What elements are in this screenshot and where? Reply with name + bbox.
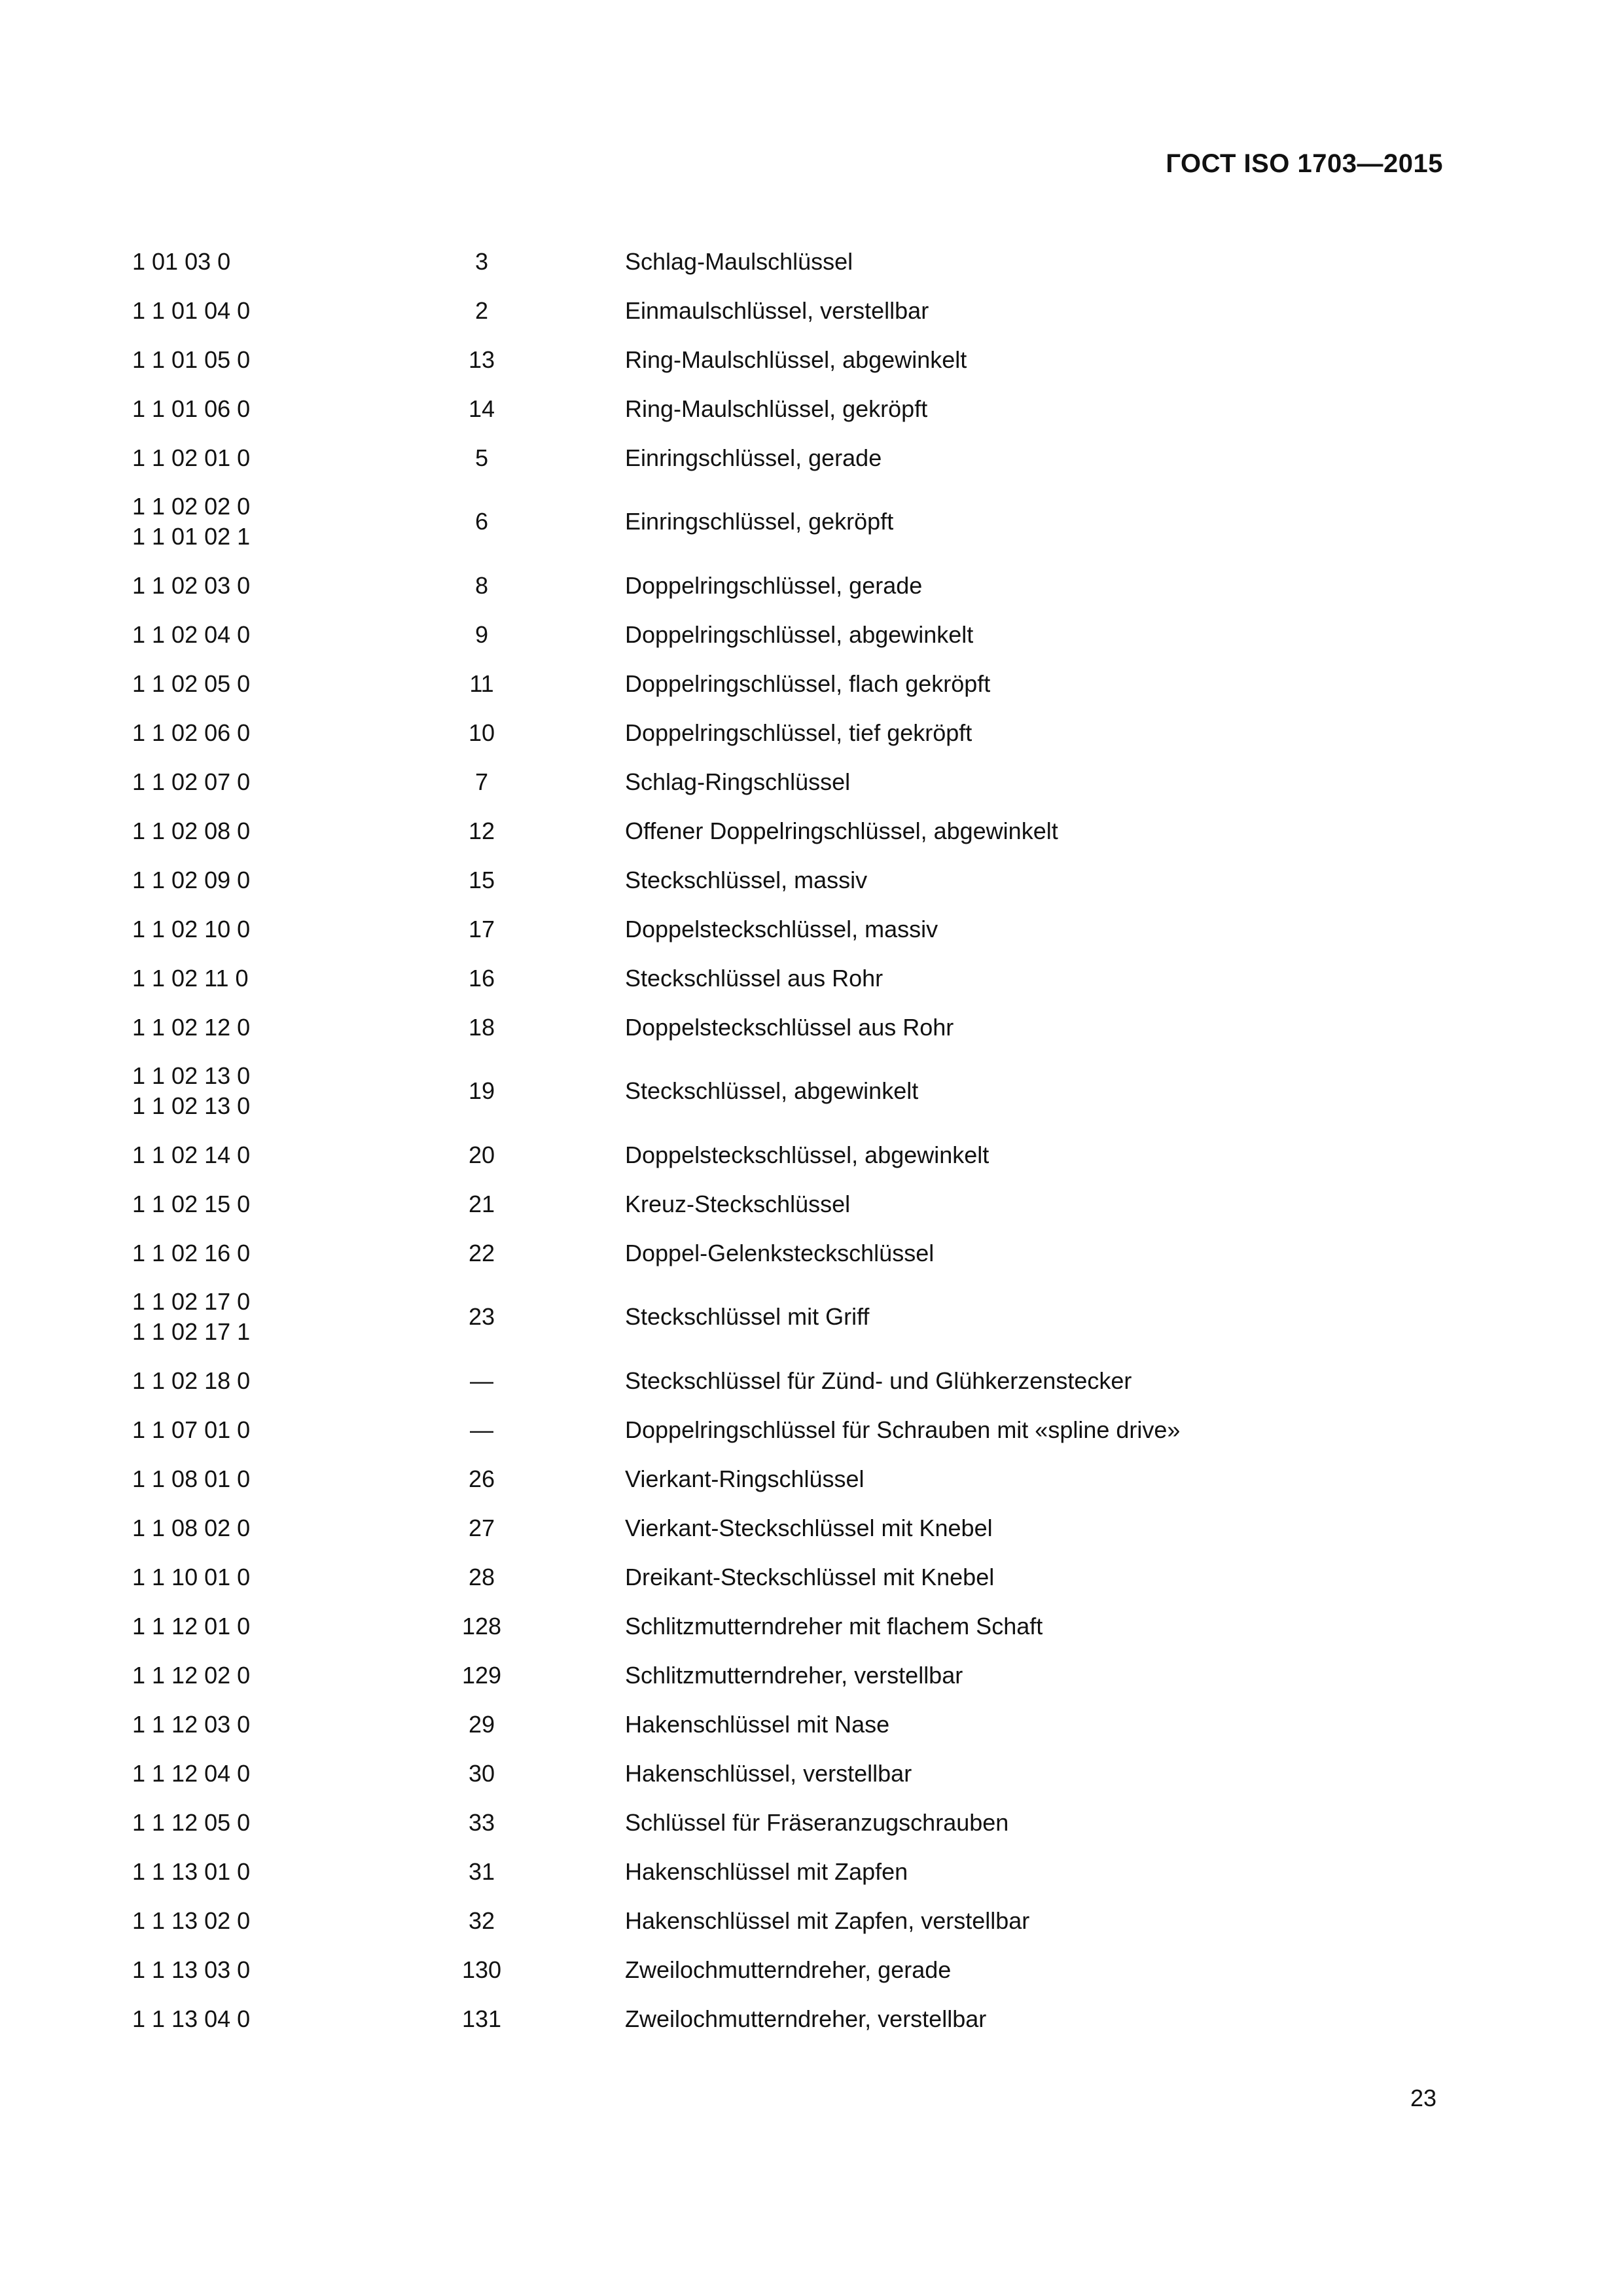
reference-number: 11 <box>469 670 494 697</box>
code-value: 1 1 08 01 0 <box>132 1465 251 1492</box>
reference-number: 22 <box>468 1239 495 1266</box>
code-value: 1 1 02 17 0 <box>132 1288 251 1315</box>
table-row <box>132 1179 1441 1229</box>
code-value: 1 01 03 0 <box>132 247 231 275</box>
code-value: 1 1 01 02 1 <box>132 523 251 550</box>
reference-number: 28 <box>468 1563 495 1590</box>
code-value: 1 1 02 02 0 <box>132 493 251 520</box>
code-value: 1 1 01 05 0 <box>132 346 251 373</box>
table-row <box>132 1847 1441 1896</box>
tool-name: Dreikant-Steckschlüssel mit Knebel <box>625 1563 995 1590</box>
table-row <box>132 561 1441 610</box>
code-cell <box>132 1651 435 1700</box>
code-value: 1 1 12 04 0 <box>132 1759 251 1787</box>
code-cell <box>132 1945 435 1994</box>
code-cell <box>132 1896 435 1945</box>
code-cell <box>132 855 435 905</box>
reference-number: 9 <box>474 620 489 648</box>
code-value: 1 1 02 16 0 <box>132 1239 251 1266</box>
code-cell <box>132 954 435 1003</box>
tool-name: Doppelringschlüssel, abgewinkelt <box>625 620 974 648</box>
code-cell <box>132 905 435 954</box>
tool-name: Steckschlüssel für Zünd- und Glühkerzenstecker <box>625 1367 1132 1394</box>
code-value: 1 1 13 04 0 <box>132 2005 251 2032</box>
code-cell <box>132 1552 435 1602</box>
table-row <box>132 708 1441 757</box>
code-cell <box>132 335 435 384</box>
reference-number: 31 <box>468 1857 495 1885</box>
table-row <box>132 905 1441 954</box>
code-cell <box>132 237 435 286</box>
code-cell <box>132 1229 435 1278</box>
tool-name: Schlag-Ringschlüssel <box>625 768 851 795</box>
reference-number: 2 <box>474 296 489 324</box>
table-row <box>132 757 1441 806</box>
tool-name: Doppel-Gelenksteckschlüssel <box>625 1239 935 1266</box>
reference-number: — <box>470 1367 493 1394</box>
table-row <box>132 1130 1441 1179</box>
reference-number: 17 <box>468 915 495 942</box>
tool-name: Einringschlüssel, gekröpft <box>625 508 894 535</box>
tool-name: Doppelsteckschlüssel, abgewinkelt <box>625 1141 990 1168</box>
tool-name: Steckschlüssel, abgewinkelt <box>625 1077 919 1104</box>
page-number: 23 <box>1410 2085 1436 2111</box>
reference-number: 8 <box>474 571 489 599</box>
code-value: 1 1 01 06 0 <box>132 395 251 422</box>
table-row <box>132 954 1441 1003</box>
tool-name: Schlag-Maulschlüssel <box>625 247 853 275</box>
table-row <box>132 1994 1441 2043</box>
code-cell <box>132 708 435 757</box>
tool-name: Einringschlüssel, gerade <box>625 444 882 471</box>
code-value: 1 1 13 02 0 <box>132 1907 251 1934</box>
tool-name: Doppelsteckschlüssel, massiv <box>625 915 938 942</box>
reference-number: 23 <box>468 1303 495 1330</box>
reference-number: 130 <box>461 1956 502 1983</box>
tool-name: Doppelringschlüssel, gerade <box>625 571 923 599</box>
table-row <box>132 1229 1441 1278</box>
reference-number: 12 <box>468 817 495 844</box>
code-cell <box>132 1405 435 1454</box>
tool-name: Vierkant-Steckschlüssel mit Knebel <box>625 1514 993 1541</box>
tool-name: Hakenschlüssel mit Zapfen, verstellbar <box>625 1907 1030 1934</box>
code-cell <box>132 433 435 482</box>
code-cell <box>132 1798 435 1847</box>
reference-number: 26 <box>468 1465 495 1492</box>
reference-number: 18 <box>468 1013 495 1041</box>
tool-name: Offener Doppelringschlüssel, abgewinkelt <box>625 817 1058 844</box>
code-cell <box>132 286 435 335</box>
reference-number: 6 <box>474 508 489 535</box>
table-row <box>132 482 1441 561</box>
tool-name: Doppelringschlüssel, tief gekröpft <box>625 719 972 746</box>
code-value: 1 1 02 11 0 <box>132 964 249 992</box>
code-value: 1 1 12 02 0 <box>132 1661 251 1689</box>
code-cell <box>132 806 435 855</box>
tool-name: Zweilochmutterndreher, verstellbar <box>625 2005 987 2032</box>
tool-name: Doppelringschlüssel, flach gekröpft <box>625 670 991 697</box>
tool-code-table <box>132 237 1441 2043</box>
tool-name: Schlitzmutterndreher mit flachem Schaft <box>625 1612 1043 1640</box>
code-value: 1 1 02 14 0 <box>132 1141 251 1168</box>
code-cell <box>132 561 435 610</box>
code-value: 1 1 02 13 0 <box>132 1062 251 1089</box>
reference-number: 131 <box>461 2005 502 2032</box>
tool-name: Kreuz-Steckschlüssel <box>625 1190 851 1217</box>
code-cell <box>132 757 435 806</box>
table-row <box>132 610 1441 659</box>
tool-name: Ring-Maulschlüssel, abgewinkelt <box>625 346 967 373</box>
code-value: 1 1 02 09 0 <box>132 866 251 893</box>
code-value: 1 1 02 10 0 <box>132 915 251 942</box>
code-cell <box>132 1454 435 1503</box>
reference-number: 10 <box>468 719 495 746</box>
tool-name: Einmaulschlüssel, verstellbar <box>625 296 929 324</box>
table-row <box>132 237 1441 286</box>
table-row <box>132 1798 1441 1847</box>
reference-number: 27 <box>468 1514 495 1541</box>
reference-number: 29 <box>468 1710 495 1738</box>
table-row <box>132 1356 1441 1405</box>
tool-name: Hakenschlüssel mit Zapfen <box>625 1857 908 1885</box>
code-value: 1 1 02 06 0 <box>132 719 251 746</box>
table-row <box>132 335 1441 384</box>
reference-number: 3 <box>474 247 489 275</box>
code-value: 1 1 12 05 0 <box>132 1808 251 1836</box>
code-cell <box>132 1847 435 1896</box>
reference-number: 13 <box>468 346 495 373</box>
code-cell <box>132 610 435 659</box>
tool-name: Steckschlüssel mit Griff <box>625 1303 870 1330</box>
code-value: 1 1 02 08 0 <box>132 817 251 844</box>
reference-number: 15 <box>468 866 495 893</box>
code-cell <box>132 1700 435 1749</box>
code-value: 1 1 02 04 0 <box>132 620 251 648</box>
tool-name: Vierkant-Ringschlüssel <box>625 1465 865 1492</box>
code-value: 1 1 13 01 0 <box>132 1857 251 1885</box>
code-cell <box>132 659 435 708</box>
reference-number: — <box>470 1416 493 1443</box>
table-row <box>132 1405 1441 1454</box>
reference-number: 16 <box>468 964 495 992</box>
table-row <box>132 1651 1441 1700</box>
code-cell <box>132 384 435 433</box>
table-row <box>132 1896 1441 1945</box>
code-value: 1 1 02 01 0 <box>132 444 251 471</box>
code-value: 1 1 12 01 0 <box>132 1612 251 1640</box>
code-cell <box>132 1003 435 1052</box>
code-value: 1 1 12 03 0 <box>132 1710 251 1738</box>
table-row <box>132 806 1441 855</box>
code-value: 1 1 08 02 0 <box>132 1514 251 1541</box>
code-value: 1 1 13 03 0 <box>132 1956 251 1983</box>
table-row <box>132 1602 1441 1651</box>
reference-number: 129 <box>461 1661 502 1689</box>
tool-name: Ring-Maulschlüssel, gekröpft <box>625 395 928 422</box>
reference-number: 20 <box>468 1141 495 1168</box>
reference-number: 21 <box>468 1190 495 1217</box>
table-row <box>132 1945 1441 1994</box>
code-cell <box>132 1503 435 1552</box>
table-row <box>132 1278 1441 1356</box>
table-row <box>132 1003 1441 1052</box>
document-header: ГОСТ ISO 1703—2015 <box>1166 149 1443 178</box>
reference-number: 128 <box>461 1612 502 1640</box>
tool-name: Zweilochmutterndreher, gerade <box>625 1956 952 1983</box>
table-body <box>132 237 1441 2043</box>
table-row <box>132 1503 1441 1552</box>
tool-name: Steckschlüssel, massiv <box>625 866 868 893</box>
table-row <box>132 1700 1441 1749</box>
table-row <box>132 855 1441 905</box>
code-value: 1 1 02 03 0 <box>132 571 251 599</box>
code-cell <box>132 1602 435 1651</box>
table-row <box>132 286 1441 335</box>
code-value: 1 1 01 04 0 <box>132 296 251 324</box>
reference-number: 7 <box>474 768 489 795</box>
code-cell <box>132 1130 435 1179</box>
reference-number: 5 <box>474 444 489 471</box>
tool-name: Steckschlüssel aus Rohr <box>625 964 883 992</box>
table-row <box>132 1552 1441 1602</box>
code-value: 1 1 02 12 0 <box>132 1013 251 1041</box>
code-value: 1 1 02 17 1 <box>132 1318 251 1345</box>
tool-name: Doppelsteckschlüssel aus Rohr <box>625 1013 954 1041</box>
code-cell <box>132 482 435 561</box>
code-cell <box>132 1179 435 1229</box>
table-row <box>132 659 1441 708</box>
reference-number: 19 <box>468 1077 495 1104</box>
reference-number: 30 <box>468 1759 495 1787</box>
tool-name: Schlitzmutterndreher, verstellbar <box>625 1661 963 1689</box>
code-cell <box>132 1356 435 1405</box>
table-row <box>132 1749 1441 1798</box>
reference-number: 14 <box>468 395 495 422</box>
tool-name: Doppelringschlüssel für Schrauben mit «spline drive» <box>625 1416 1181 1443</box>
reference-number: 32 <box>468 1907 495 1934</box>
tool-name: Hakenschlüssel mit Nase <box>625 1710 890 1738</box>
code-value: 1 1 02 18 0 <box>132 1367 251 1394</box>
table-row <box>132 384 1441 433</box>
code-cell <box>132 1278 435 1356</box>
table-row <box>132 1454 1441 1503</box>
reference-number: 33 <box>468 1808 495 1836</box>
code-cell <box>132 1052 435 1130</box>
code-value: 1 1 07 01 0 <box>132 1416 251 1443</box>
code-value: 1 1 02 15 0 <box>132 1190 251 1217</box>
code-value: 1 1 10 01 0 <box>132 1563 251 1590</box>
tool-name: Schlüssel für Fräseranzugschrauben <box>625 1808 1009 1836</box>
code-value: 1 1 02 13 0 <box>132 1092 251 1119</box>
code-value: 1 1 02 05 0 <box>132 670 251 697</box>
tool-name: Hakenschlüssel, verstellbar <box>625 1759 912 1787</box>
table-row <box>132 1052 1441 1130</box>
code-value: 1 1 02 07 0 <box>132 768 251 795</box>
code-cell <box>132 1749 435 1798</box>
code-cell <box>132 1994 435 2043</box>
table-row <box>132 433 1441 482</box>
